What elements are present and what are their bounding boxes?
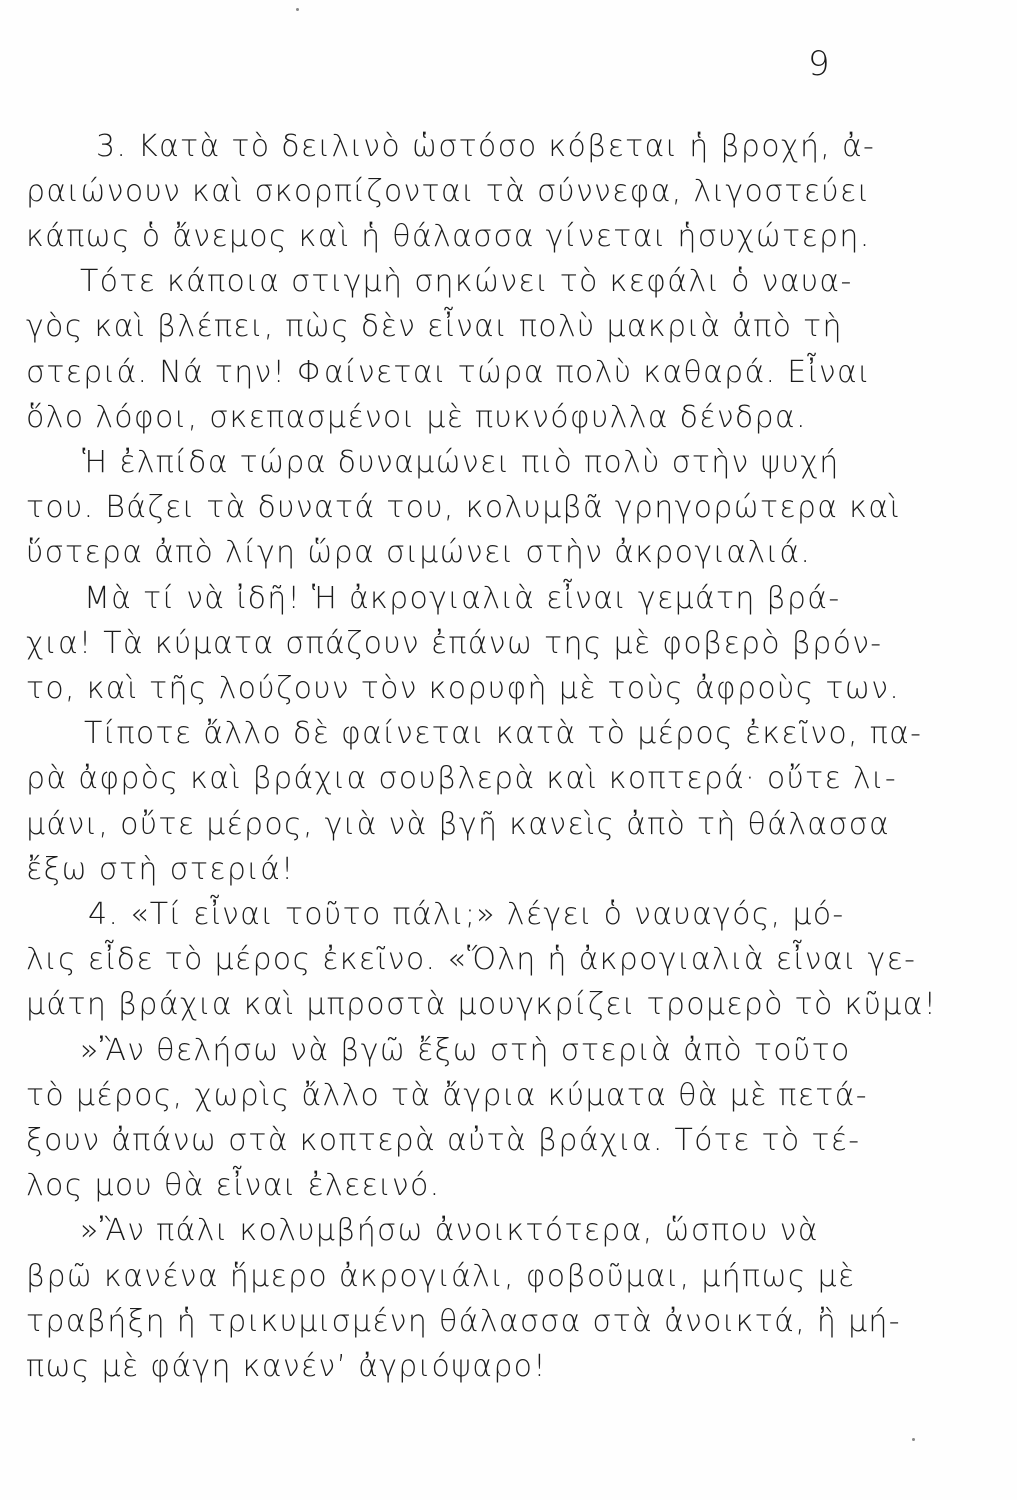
text-line: Τίποτε ἄλλο δὲ φαίνεται κατὰ τὸ μέρος ἐκεῖνο, πα- [84,716,923,751]
text-line: βρῶ κανένα ἥμερο ἀκρογιάλι, φοβοῦμαι, μήπως μὲ [26,1259,856,1294]
page-number: 9 [808,44,830,84]
text-line: το, καὶ τῆς λούζουν τὸν κορυφὴ μὲ τοὺς ἀφροὺς των. [26,671,901,706]
text-line: Μὰ τί νὰ ἰδῆ! Ἡ ἀκρογιαλιὰ εἶναι γεμάτη βρά- [84,581,841,616]
text-line: τραβήξη ἡ τρικυμισμένη θάλασσα στὰ ἀνοικτά, ἢ μή- [26,1304,901,1339]
text-line: ρὰ ἀφρὸς καὶ βράχια σουβλερὰ καὶ κοπτερά· οὔτε λι- [26,761,897,796]
text-line: Τότε κάποια στιγμὴ σηκώνει τὸ κεφάλι ὁ ναυα- [80,264,853,299]
dust-speck [912,1438,915,1441]
text-line: κάπως ὁ ἄνεμος καὶ ἡ θάλασσα γίνεται ἡσυχώτερη. [26,219,871,254]
text-line: λις εἶδε τὸ μέρος ἐκεῖνο. «Ὅλη ἡ ἀκρογιαλιὰ εἶναι γε- [26,942,917,977]
text-line: ὅλο λόφοι, σκεπασμένοι μὲ πυκνόφυλλα δένδρα. [26,400,807,435]
text-line: »Ἂν θελήσω νὰ βγῶ ἔξω στὴ στεριὰ ἀπὸ τοῦτο [80,1033,851,1068]
text-line: τὸ μέρος, χωρὶς ἄλλο τὰ ἄγρια κύματα θὰ μὲ πετά- [26,1078,868,1113]
text-line: »Ἂν πάλι κολυμβήσω ἀνοικτότερα, ὥσπου νὰ [80,1213,819,1248]
text-line: μάτη βράχια καὶ μπροστὰ μουγκρίζει τρομερὸ τὸ κῦμα! [26,987,938,1022]
text-line: Ἡ ἐλπίδα τώρα δυναμώνει πιὸ πολὺ στὴν ψυχή [82,445,840,480]
text-line: 4. «Τί εἶναι τοῦτο πάλι;» λέγει ὁ ναυαγός, μό- [88,897,845,932]
text-line: του. Βάζει τὰ δυνατά του, κολυμβᾶ γρηγορώτερα καὶ [26,490,901,525]
dust-speck [296,8,299,11]
text-line: πως μὲ φάγη κανένʼ ἀγριόψαρο! [26,1349,547,1384]
text-line: γὸς καὶ βλέπει, πὼς δὲν εἶναι πολὺ μακριὰ ἀπὸ τὴ [26,309,843,344]
text-line: στεριά. Νά την! Φαίνεται τώρα πολὺ καθαρά. Εἶναι [26,355,871,390]
text-line: λος μου θὰ εἶναι ἐλεεινό. [26,1168,441,1203]
text-line: ὕστερα ἀπὸ λίγη ὥρα σιμώνει στὴν ἀκρογιαλιά. [26,535,812,570]
text-line: ἔξω στὴ στεριά! [26,852,295,887]
text-line: 3. Κατὰ τὸ δειλινὸ ὡστόσο κόβεται ἡ βροχή, ἀ- [96,129,876,164]
text-line: χια! Τὰ κύματα σπάζουν ἐπάνω της μὲ φοβερὸ βρόν- [26,626,883,661]
text-line: ραιώνουν καὶ σκορπίζονται τὰ σύννεφα, λιγοστεύει [26,174,871,209]
text-line: ξουν ἀπάνω στὰ κοπτερὰ αὐτὰ βράχια. Τότε τὸ τέ- [26,1123,861,1158]
text-line: μάνι, οὔτε μέρος, γιὰ νὰ βγῆ κανεὶς ἀπὸ τὴ θάλασσα [26,807,891,842]
